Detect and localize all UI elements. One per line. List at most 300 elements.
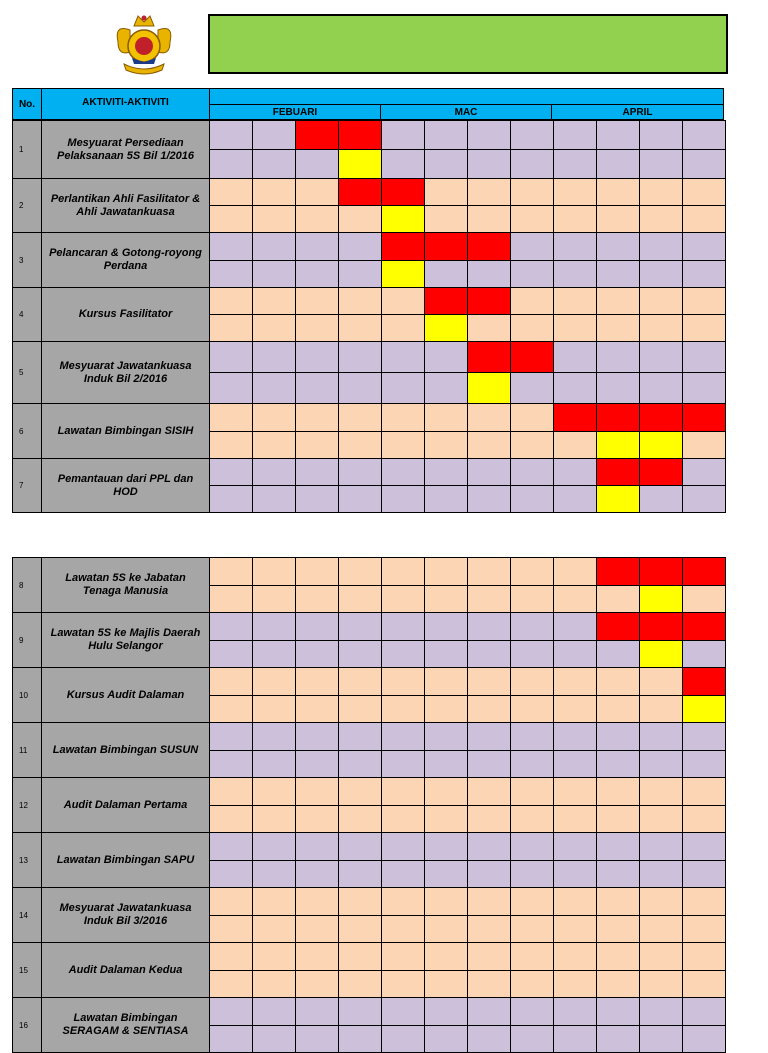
plan-cell (467, 458, 511, 486)
actual-cell (510, 805, 554, 833)
actual-cell (295, 640, 339, 668)
plan-cell (252, 232, 296, 261)
activity-label: Kursus Audit Dalaman (41, 667, 210, 723)
actual-cell (424, 805, 468, 833)
plan-cell (209, 287, 253, 315)
plan-cell (252, 722, 296, 751)
plan-cell (553, 777, 597, 806)
actual-cell (424, 205, 468, 233)
plan-cell (639, 832, 683, 861)
plan-cell (252, 178, 296, 206)
actual-cell (596, 640, 640, 668)
plan-cell (381, 403, 425, 432)
plan-cell (295, 458, 339, 486)
actual-cell (424, 695, 468, 723)
row-number: 8 (12, 557, 42, 613)
plan-cell (639, 232, 683, 261)
plan-cell (209, 458, 253, 486)
actual-cell (510, 149, 554, 179)
plan-cell (467, 403, 511, 432)
plan-cell (338, 287, 382, 315)
actual-cell (381, 149, 425, 179)
plan-cell (510, 120, 554, 150)
activity-label: Audit Dalaman Pertama (41, 777, 210, 833)
plan-cell-filled (424, 287, 468, 315)
plan-cell-filled (553, 403, 597, 432)
actual-cell (295, 260, 339, 288)
plan-cell (252, 557, 296, 586)
actual-cell (553, 970, 597, 998)
plan-cell (553, 557, 597, 586)
row-number: 2 (12, 178, 42, 233)
actual-cell (553, 431, 597, 459)
plan-cell (209, 341, 253, 373)
actual-cell (467, 695, 511, 723)
header-activity: AKTIVITI-AKTIVITI (41, 88, 210, 120)
actual-cell (639, 805, 683, 833)
plan-cell (424, 997, 468, 1026)
row-number: 11 (12, 722, 42, 778)
actual-cell (381, 1025, 425, 1053)
plan-cell (639, 777, 683, 806)
plan-cell (510, 458, 554, 486)
plan-cell (596, 777, 640, 806)
plan-cell (381, 341, 425, 373)
actual-cell (252, 431, 296, 459)
actual-cell-filled (424, 314, 468, 342)
actual-cell (338, 970, 382, 998)
actual-cell (553, 585, 597, 613)
plan-cell (639, 120, 683, 150)
actual-cell (467, 860, 511, 888)
actual-cell (338, 485, 382, 513)
actual-cell (467, 970, 511, 998)
plan-cell (424, 612, 468, 641)
plan-cell (424, 722, 468, 751)
actual-cell (252, 750, 296, 778)
plan-cell (639, 997, 683, 1026)
plan-cell (510, 612, 554, 641)
plan-cell (596, 120, 640, 150)
plan-cell (295, 178, 339, 206)
row-number: 5 (12, 341, 42, 404)
actual-cell (639, 260, 683, 288)
actual-cell (467, 805, 511, 833)
row-number: 13 (12, 832, 42, 888)
plan-cell (467, 722, 511, 751)
actual-cell (639, 205, 683, 233)
actual-cell (467, 260, 511, 288)
plan-cell (467, 942, 511, 971)
actual-cell (295, 149, 339, 179)
actual-cell (209, 314, 253, 342)
actual-cell (467, 1025, 511, 1053)
actual-cell (596, 314, 640, 342)
plan-cell-filled (510, 341, 554, 373)
plan-cell (639, 178, 683, 206)
plan-cell-filled (381, 232, 425, 261)
plan-cell (338, 997, 382, 1026)
actual-cell (510, 750, 554, 778)
plan-cell (338, 722, 382, 751)
actual-cell (381, 485, 425, 513)
plan-cell (381, 667, 425, 696)
plan-cell-filled (338, 120, 382, 150)
plan-cell (295, 942, 339, 971)
row-number: 14 (12, 887, 42, 943)
plan-cell (510, 722, 554, 751)
actual-cell (252, 149, 296, 179)
row-number: 4 (12, 287, 42, 342)
header-month-mac: MAC (380, 104, 552, 120)
activity-label: Lawatan 5S ke Majlis Daerah Hulu Selangor (41, 612, 210, 668)
actual-cell (295, 585, 339, 613)
plan-cell (639, 287, 683, 315)
plan-cell (338, 887, 382, 916)
plan-cell (467, 120, 511, 150)
plan-cell (510, 997, 554, 1026)
actual-cell (596, 205, 640, 233)
plan-cell (639, 942, 683, 971)
plan-cell (381, 832, 425, 861)
actual-cell (510, 431, 554, 459)
actual-cell (295, 805, 339, 833)
actual-cell (252, 205, 296, 233)
plan-cell (596, 667, 640, 696)
plan-cell (467, 557, 511, 586)
actual-cell (295, 1025, 339, 1053)
plan-cell (510, 777, 554, 806)
plan-cell-filled (338, 178, 382, 206)
plan-cell (424, 403, 468, 432)
row-number: 9 (12, 612, 42, 668)
actual-cell (209, 431, 253, 459)
actual-cell (209, 260, 253, 288)
row-number: 15 (12, 942, 42, 998)
actual-cell (295, 695, 339, 723)
actual-cell (252, 805, 296, 833)
plan-cell (553, 232, 597, 261)
plan-cell (553, 942, 597, 971)
actual-cell (424, 1025, 468, 1053)
plan-cell (596, 887, 640, 916)
plan-cell (252, 612, 296, 641)
header-month-april: APRIL (551, 104, 724, 120)
actual-cell (467, 640, 511, 668)
actual-cell (338, 640, 382, 668)
plan-cell (338, 232, 382, 261)
plan-cell (639, 722, 683, 751)
plan-cell (596, 178, 640, 206)
actual-cell (252, 485, 296, 513)
plan-cell (682, 120, 726, 150)
actual-cell (553, 260, 597, 288)
row-number: 6 (12, 403, 42, 459)
plan-cell (553, 341, 597, 373)
actual-cell (510, 260, 554, 288)
actual-cell (252, 585, 296, 613)
plan-cell (682, 777, 726, 806)
plan-cell-filled (682, 403, 726, 432)
actual-cell (209, 970, 253, 998)
plan-cell (467, 887, 511, 916)
actual-cell (381, 750, 425, 778)
plan-cell (381, 612, 425, 641)
actual-cell (553, 805, 597, 833)
actual-cell (338, 372, 382, 404)
plan-cell (510, 287, 554, 315)
header-no: No. (12, 88, 42, 120)
row-number: 1 (12, 120, 42, 179)
actual-cell (338, 860, 382, 888)
plan-cell (209, 722, 253, 751)
actual-cell (252, 860, 296, 888)
plan-cell (596, 341, 640, 373)
actual-cell (510, 1025, 554, 1053)
plan-cell (338, 557, 382, 586)
row-number: 12 (12, 777, 42, 833)
plan-cell (295, 777, 339, 806)
actual-cell (639, 314, 683, 342)
plan-cell-filled (467, 232, 511, 261)
plan-cell (338, 458, 382, 486)
plan-cell (252, 120, 296, 150)
actual-cell (467, 485, 511, 513)
plan-cell (682, 997, 726, 1026)
plan-cell (338, 612, 382, 641)
actual-cell-filled (338, 149, 382, 179)
actual-cell (510, 485, 554, 513)
actual-cell-filled (381, 260, 425, 288)
actual-cell (553, 695, 597, 723)
actual-cell (639, 860, 683, 888)
actual-cell (424, 149, 468, 179)
actual-cell (381, 585, 425, 613)
actual-cell (467, 431, 511, 459)
activity-label: Lawatan Bimbingan SAPU (41, 832, 210, 888)
plan-cell (295, 667, 339, 696)
row-number: 3 (12, 232, 42, 288)
actual-cell-filled (639, 640, 683, 668)
actual-cell (252, 640, 296, 668)
activity-label: Perlantikan Ahli Fasilitator & Ahli Jawatankuasa (41, 178, 210, 233)
actual-cell (682, 431, 726, 459)
actual-cell (424, 260, 468, 288)
plan-cell (510, 403, 554, 432)
actual-cell (381, 915, 425, 943)
actual-cell (510, 915, 554, 943)
plan-cell (209, 832, 253, 861)
actual-cell (467, 585, 511, 613)
actual-cell-filled (682, 695, 726, 723)
actual-cell (596, 695, 640, 723)
plan-cell (381, 557, 425, 586)
actual-cell (295, 314, 339, 342)
plan-cell (209, 178, 253, 206)
plan-cell-filled (596, 557, 640, 586)
actual-cell (639, 485, 683, 513)
actual-cell (596, 915, 640, 943)
row-number: 16 (12, 997, 42, 1053)
plan-cell (553, 722, 597, 751)
plan-cell (467, 777, 511, 806)
activity-label: Mesyuarat Persediaan Pelaksanaan 5S Bil 1/2016 (41, 120, 210, 179)
actual-cell (338, 915, 382, 943)
plan-cell (252, 887, 296, 916)
plan-cell (553, 287, 597, 315)
plan-cell (553, 832, 597, 861)
actual-cell (295, 860, 339, 888)
actual-cell (381, 372, 425, 404)
plan-cell (209, 942, 253, 971)
actual-cell (467, 314, 511, 342)
plan-cell (338, 667, 382, 696)
actual-cell (682, 1025, 726, 1053)
plan-cell (639, 667, 683, 696)
actual-cell-filled (596, 485, 640, 513)
actual-cell (596, 372, 640, 404)
actual-cell (295, 431, 339, 459)
plan-cell (467, 612, 511, 641)
plan-cell (682, 287, 726, 315)
actual-cell (682, 640, 726, 668)
row-number: 7 (12, 458, 42, 513)
actual-cell (639, 1025, 683, 1053)
actual-cell (596, 585, 640, 613)
plan-cell (682, 458, 726, 486)
activity-label: Pemantauan dari PPL dan HOD (41, 458, 210, 513)
plan-cell-filled (639, 612, 683, 641)
plan-cell-filled (682, 557, 726, 586)
plan-cell (596, 722, 640, 751)
plan-cell (682, 722, 726, 751)
plan-cell (424, 458, 468, 486)
plan-cell (295, 232, 339, 261)
actual-cell (682, 915, 726, 943)
actual-cell (596, 860, 640, 888)
plan-cell (381, 997, 425, 1026)
actual-cell (682, 970, 726, 998)
actual-cell (682, 485, 726, 513)
actual-cell (295, 915, 339, 943)
actual-cell (252, 372, 296, 404)
activity-label: Lawatan Bimbingan SERAGAM & SENTIASA (41, 997, 210, 1053)
actual-cell (381, 805, 425, 833)
plan-cell (338, 942, 382, 971)
actual-cell (252, 314, 296, 342)
row-number: 10 (12, 667, 42, 723)
plan-cell (295, 612, 339, 641)
plan-cell (467, 178, 511, 206)
plan-cell (381, 458, 425, 486)
actual-cell (682, 860, 726, 888)
actual-cell (424, 372, 468, 404)
actual-cell (510, 695, 554, 723)
plan-cell-filled (639, 403, 683, 432)
plan-cell (682, 887, 726, 916)
actual-cell (510, 205, 554, 233)
plan-cell (381, 887, 425, 916)
plan-cell (252, 777, 296, 806)
plan-cell (639, 341, 683, 373)
plan-cell (338, 341, 382, 373)
activity-label: Lawatan 5S ke Jabatan Tenaga Manusia (41, 557, 210, 613)
plan-cell (424, 120, 468, 150)
actual-cell (639, 750, 683, 778)
plan-cell-filled (424, 232, 468, 261)
actual-cell (338, 314, 382, 342)
actual-cell (467, 205, 511, 233)
actual-cell (424, 485, 468, 513)
plan-cell (510, 832, 554, 861)
plan-cell (553, 458, 597, 486)
actual-cell (682, 805, 726, 833)
plan-cell (209, 120, 253, 150)
plan-cell (209, 777, 253, 806)
actual-cell (467, 915, 511, 943)
actual-cell (295, 205, 339, 233)
plan-cell (553, 667, 597, 696)
plan-cell (682, 178, 726, 206)
actual-cell (209, 750, 253, 778)
actual-cell (510, 372, 554, 404)
actual-cell (209, 640, 253, 668)
actual-cell (381, 314, 425, 342)
actual-cell (252, 260, 296, 288)
plan-cell (424, 557, 468, 586)
plan-cell (209, 667, 253, 696)
actual-cell (510, 970, 554, 998)
actual-cell-filled (639, 585, 683, 613)
plan-cell (424, 832, 468, 861)
plan-cell (381, 287, 425, 315)
plan-cell (295, 403, 339, 432)
plan-cell (467, 667, 511, 696)
actual-cell (338, 205, 382, 233)
actual-cell (424, 585, 468, 613)
actual-cell (553, 485, 597, 513)
plan-cell (209, 232, 253, 261)
plan-cell (424, 777, 468, 806)
plan-cell-filled (639, 557, 683, 586)
plan-cell (252, 942, 296, 971)
plan-cell (252, 667, 296, 696)
actual-cell (381, 640, 425, 668)
actual-cell (295, 750, 339, 778)
plan-cell (252, 832, 296, 861)
actual-cell-filled (639, 431, 683, 459)
actual-cell (209, 149, 253, 179)
actual-cell (338, 260, 382, 288)
crest-emblem (110, 12, 178, 82)
actual-cell (424, 970, 468, 998)
plan-cell-filled (467, 287, 511, 315)
plan-cell-filled (596, 403, 640, 432)
actual-cell-filled (381, 205, 425, 233)
plan-cell (295, 997, 339, 1026)
plan-cell (510, 667, 554, 696)
plan-cell-filled (639, 458, 683, 486)
plan-cell (252, 287, 296, 315)
plan-cell (209, 997, 253, 1026)
actual-cell (424, 431, 468, 459)
activity-label: Mesyuarat Jawatankuasa Induk Bil 2/2016 (41, 341, 210, 404)
plan-cell (596, 232, 640, 261)
plan-cell (553, 120, 597, 150)
actual-cell (381, 695, 425, 723)
actual-cell (381, 860, 425, 888)
actual-cell (553, 1025, 597, 1053)
